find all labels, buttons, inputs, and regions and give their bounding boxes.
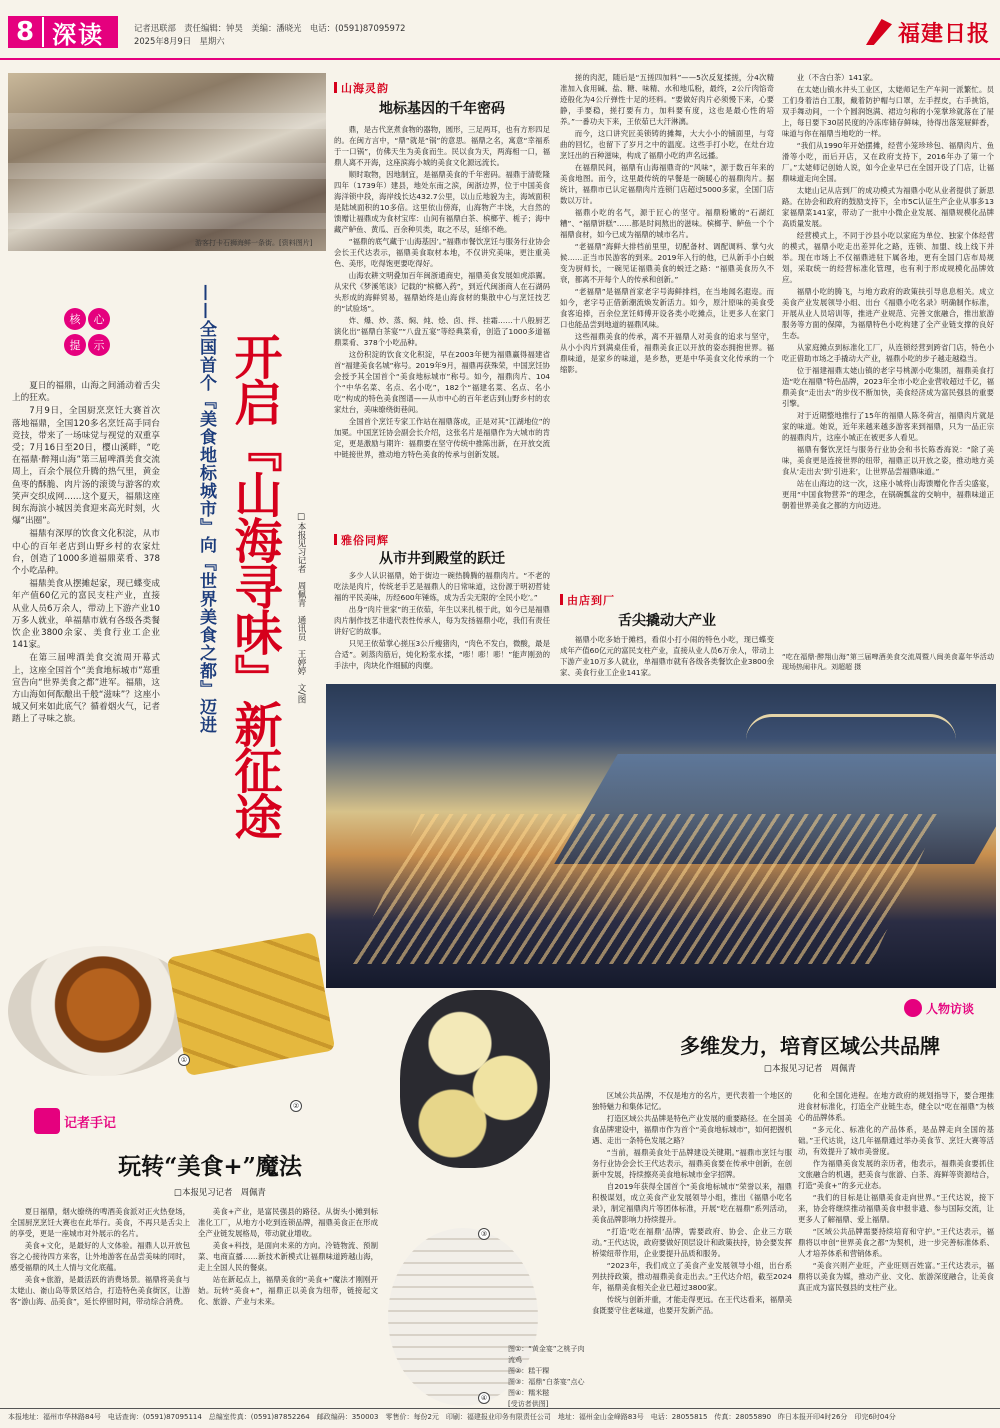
section3-body bbox=[560, 634, 774, 682]
paragraph: 化和全国化进程。在地方政府的规划指导下，要合理推进食材标准化，打造全产业链生态，健全以“吃在福鼎”为核心的品牌体系。 bbox=[798, 1091, 994, 1122]
paragraph: 经营模式上，不同于沙县小吃以家庭为单位、独家个体经营的模式，福鼎小吃走出差异化之路，连锁、加盟、线上线下并举。现在市场上不仅福鼎进驻下属各地，更有全国门店布局规划，采取统一的经营标准化管理，也有利于形成规模化品牌效应。 bbox=[782, 231, 994, 284]
paragraph: 作为福鼎美食发展的亲历者，他表示，福鼎美食要抓住文旅融合的机遇，把美食与旅游、白茶、海鲜等资源结合，打造“美食+”的多元业态。 bbox=[798, 1159, 994, 1190]
paragraph: “我们从1990年开始摆摊，经营小笼珍珍包、福鼎肉片、鱼滑等小吃，而后开店，又在政府支持下，2016年办了第一个厂。”太姥师记创始人说，如今企业早已在全国开设了门店，让福鼎味道走向全国。 bbox=[782, 141, 994, 183]
masthead-info bbox=[134, 22, 494, 48]
page-number: 8 bbox=[8, 17, 44, 47]
paragraph: “区域公共品牌需要持续培育和守护。”王代达表示，福鼎将以申创“世界美食之都”为契机，进一步完善标准体系、人才培养体系和营销体系。 bbox=[798, 1227, 994, 1258]
paragraph: 在太姥山镇水井头工业区，太姥师记生产车间一派繁忙。员工们身着洁白工服，戴着防护帽与口罩，左手捏皮，右手挑馅，双手舞动间，一个个圆润饱满、裙边匀称的小笼掌珍就落在了屉上，每日要下30居民度的冷冻库储存鲜味，待得出落笼屉鲜香，味道与你在福鼎当地吃的一样。 bbox=[782, 85, 994, 138]
section2-body bbox=[334, 570, 550, 680]
header-rule bbox=[0, 58, 1000, 60]
paragraph: 在福鼎民间，福鼎有山海福鼎奇的“风味”，源于数百年来的美食地图。而今，这里最传统的早餐是一碗暖心的福鼎肉片。据统计，福鼎市已认定福鼎肉片连锁门店超过5000多家，全国门店数以万计。 bbox=[560, 163, 774, 205]
paragraph: “我们的目标是让福鼎美食走向世界。”王代达说，接下来，协会将继续推动福鼎美食申报非遗、参与国际交流，让更多人了解福鼎、爱上福鼎。 bbox=[798, 1193, 994, 1224]
core-tip-badge bbox=[64, 308, 112, 364]
footer-rule bbox=[0, 1408, 1000, 1409]
paragraph: 福鼎有餐饮烹饪与服务行业协会和书长陈香海说：“除了美味，美食更是连接世界的纽带，福鼎正以开放之姿，推动地方美食从‘走出去’到‘引进来’，让世界品尝福鼎味道。” bbox=[782, 445, 994, 476]
lead-summary bbox=[12, 380, 160, 860]
photo-night-festival bbox=[326, 684, 996, 988]
paragraph: 美食+科技，是面向未来的方向。冷链物流、预制菜、电商直播……新技术新模式让福鼎味道跨越山海，走上全国人民的餐桌。 bbox=[198, 1241, 378, 1272]
notes-byline: □本报见习记者 周佩青 bbox=[174, 1187, 266, 1197]
section1-body bbox=[334, 124, 550, 530]
photo-caption: 图④：糯米糍 bbox=[508, 1389, 550, 1397]
photo-number: ③ bbox=[478, 1228, 490, 1240]
photo-caption: [受访者供图] bbox=[508, 1400, 549, 1408]
photo-captions bbox=[508, 1344, 588, 1410]
paragraph: 站在新起点上，福鼎美食的“美食+”魔法才刚刚开始。玩转“美食+”，福鼎正以美食为纽带，链接起文化、旅游、产业与未来。 bbox=[198, 1275, 378, 1306]
core-tip-char: 示 bbox=[88, 334, 110, 356]
paragraph: “老福鼎”是福鼎首家老字号海鲜排档，在当地闻名遐迩。而如今，老字号正借新潮流焕发新活力。如今，原汁原味的美食受食客追捧，百余位烹饪师傅开设各类小吃摊点，让更多人在家门口也能品尝到地道的福鼎风味。 bbox=[560, 287, 774, 329]
headline-byline: □本报见习记者 周佩青 通讯员 王婷婷 文/图 bbox=[296, 512, 306, 704]
paragraph: 打造区域公共品牌是特色产业发展的重要路径。在全国美食品牌建设中，福鼎市作为首个“美食地标城市”，如何把握机遇、走出一条特色发展之路？ bbox=[592, 1114, 792, 1145]
photo-caption: “吃在福鼎·醉翔山海”第三届啤酒美食交流周暨八闽美食嘉年华活动现场热闹非凡。刘超超 摄 bbox=[782, 653, 994, 671]
section-tag: 山海灵韵 bbox=[334, 80, 389, 96]
core-tip-char: 提 bbox=[64, 334, 86, 356]
paragraph: 业（不含白茶）141家。 bbox=[796, 73, 878, 82]
footer-info: 本报地址：福州市华林路84号 电话查询：(0591)87095114 总编室传真：(0591)87852264 邮政编码：350003 零售价：每份2元 印刷：福建报业印务有限责任公司 地址：福州金山金峰路83号 电话：28055815 传真：28055890 昨日本报开印4时26分 印完6时04分 bbox=[8, 1413, 896, 1421]
notes-title: 玩转“美食+”魔法 bbox=[118, 1153, 302, 1180]
paragraph: 美食+旅游，是最活跃的消费场景。福鼎将美食与太姥山、嵛山岛等景区结合，打造特色美食街区，让游客“游山海、品美食”，延长停留时间，带动综合消费。 bbox=[10, 1275, 190, 1306]
page-number-badge bbox=[8, 16, 118, 48]
paragraph: 福鼎小吃多始于摊档，看似小打小闹的特色小吃，现已蝶变成年产值60亿元的富民支柱产业，直接从业人员6万余人，带动上下游产业10万多人就业，单福鼎市就有各级各类餐饮企业3800余家、美食行业工企业141家。 bbox=[560, 635, 774, 677]
photo-caption: 图②：糕干粿 bbox=[508, 1367, 550, 1375]
interview-title: 多维发力，培育区域公共品牌 bbox=[680, 1034, 940, 1058]
paragraph: 美食+产业，是富民强县的路径。从街头小摊到标准化工厂，从地方小吃到连锁品牌，福鼎美食正在形成全产业链发展格局，带动就业增收。 bbox=[198, 1207, 378, 1238]
paragraph: 区域公共品牌，不仅是地方的名片，更代表着一个地区的独特魅力和集体记忆。 bbox=[592, 1091, 792, 1111]
logo-text: 福建日报 bbox=[897, 20, 990, 47]
issue-date: 2025年8月9日 星期六 bbox=[134, 36, 225, 46]
paragraph: 搓的肉泥，随后是“五搓四加料”——5次反复揉搓，分4次精准加入食用碱、盐、糖、味精、水和地瓜粉，最终，2公斤肉馅奇迹般化为4公斤弹性十足的坯料。“要做好肉片必须慢下来，心要静，手要稳，搓打要有力，加料要有度，这也是最心性的培养。”一番功夫下来，王依茹已大汗淋漓。 bbox=[560, 73, 774, 126]
logo-mark-icon bbox=[866, 19, 892, 45]
paragraph: “打造‘吃在福鼎’品牌，需要政府、协会、企业三方联动。”王代达说，政府要做好顶层设计和政策扶持，协会要发挥桥梁纽带作用，企业要提升品质和服务。 bbox=[592, 1227, 792, 1258]
paragraph: “福鼎的底气藏于‘山海基因’。”福鼎市餐饮烹饪与服务行业协会会长王代达表示，福鼎美食取材本地，不仅讲究美味，更注重美色、美形，吃得饱更要吃得好。 bbox=[334, 237, 550, 268]
section-title: 地标基因的千年密码 bbox=[379, 101, 505, 117]
paragraph: 只见王依茹掌心搓压3公斤瘦猪肉，“肉色不发白，微酸，最是合适”。剁蒸肉筋后，炖化粉浆水揉，“嘭！嘭！嘭！”能声刚劲的手法中，肉块化作细腻的肉糜。 bbox=[334, 639, 550, 670]
newspaper-logo bbox=[860, 14, 990, 50]
reporter-notes-tag bbox=[34, 1108, 134, 1134]
paragraph: 传统与创新并重，才能走得更远。在王代达看来，福鼎美食既要守住老味道，也要开发新产品。 bbox=[592, 1295, 792, 1315]
column-continued bbox=[782, 72, 994, 648]
paragraph: 顺时取物，因地制宜，是福鼎美食的千年密码。福鼎于清乾隆四年（1739年）建县，地处东南之滨，闽浙边界，位于中国美食海洋锁中段，海岸线长达432.7公里，以山丘地貌为主，海域面积是陆域面积的10多倍。这里依山傍海，山海物产丰饶，大自然的馈赠让福鼎成为食材宝库：山间有福鼎白茶、槟榔芋、栀子；海中藏产鲈鱼、黄瓜、百余种贝类，取之不尽，延绵不绝。 bbox=[334, 170, 550, 234]
section-tag: 由店到厂 bbox=[560, 592, 615, 608]
interview-byline: □本报见习记者 周佩青 bbox=[764, 1063, 856, 1073]
paragraph: 山海农耕文明叠加百年闽浙通商史，福鼎美食发展如虎添翼。从宋代《梦溪笔谈》记载的“槟榔入药”，到近代闽浙商人在石湖码头形成的海鲜贸易，福鼎始终是山海食材的集散中心与烹饪技艺的“试验场”。 bbox=[334, 271, 550, 313]
paragraph: “美食兴则产业旺，产业旺则百姓富。”王代达表示，福鼎将以美食为媒，推动产业、文化、旅游深度融合，让美食真正成为富民强县的支柱产业。 bbox=[798, 1261, 994, 1292]
photo-caption: 图③：福鼎“白茶宴”点心 bbox=[508, 1378, 585, 1386]
lead-paragraph: 在第三届啤酒美食交流周开幕式上，这座全国首个“美食地标城市”郑重宣告向“世界美食之都”进军。福鼎，这方山海如何酝酿出千般“滋味”？这座小城又何来如此底气？循着烟火气，记者踏上了寻味之旅。 bbox=[12, 653, 160, 725]
paragraph: 站在山海边的这一次，这座小城将山海馈赠化作舌尖盛宴，更用“中国食物营养”的理念，在锅碗瓢盆的交响中，福鼎味道正朝着世界美食之都的方向迈进。 bbox=[782, 479, 994, 510]
paragraph: 这份积淀的饮食文化积淀，早在2003年便为福鼎赢得福建省首“福建美食名城”称号。2019年9月，福鼎再获殊荣，中国烹饪协会授予其全国首个“美食地标城市”称号。如今，福鼎肉片、104个“中华名菜、名点、名小吃”，182个“福建名菜、名点、名小吃”构成的特色美食图谱——从市中心的百年老店到山野乡村的农家灶台，美味缭绕街巷间。 bbox=[334, 350, 550, 414]
paragraph: 太姥山记从店到厂的成功模式为福鼎小吃从业者提供了新思路。在协会和政府的鼓励支持下，全市5C认证生产企业从事多13家福鼎菜141家，带动了一批中小微企业发展、福鼎规模化品牌高质量发展。 bbox=[782, 186, 994, 228]
interview-column bbox=[798, 1090, 994, 1404]
core-tip-char: 核 bbox=[64, 308, 86, 330]
paragraph: 多少人认识福鼎，始于街边一碗热腾腾的福鼎肉片。“不老的吃法是肉片，传统老手艺是福鼎人的日常味道，这份源于明初哲徒福的平民美味，历经600年锤炼，成为舌尖无限的‘全民小吃’。” bbox=[334, 571, 550, 602]
photo-number: ④ bbox=[478, 1392, 490, 1404]
paragraph: 夏日福鼎，烟火缭绕的啤酒美食派对正火热登场，全国厨烹烹饪大赛也在此举行。美食，不再只是舌尖上的享受，更是一座城市对外展示的名片。 bbox=[10, 1207, 190, 1238]
paragraph: 炸、爆、炒、蒸、焖、炖、烩、卤、拌、挂霜……十八般厨艺演化出“福鼎白茶宴”“八盘五宴”等经典菜肴，创造了1000多道福鼎菜肴、378个小吃品种。 bbox=[334, 316, 550, 347]
photo-food-dimsum bbox=[400, 990, 550, 1168]
paragraph: 出身“肉片世家”的王依茹，年生以来扎根于此，如今已是福鼎肉片制作技艺非遗代表性传承人，每为发扬福鼎小吃，我们有责任讲好它的故事。 bbox=[334, 605, 550, 636]
photo-caption: 游客打卡石狮海鲜一条街。[资料图片] bbox=[195, 239, 313, 247]
lead-paragraph: 福鼎美食从摆摊起家，现已蝶变成年产值60亿元的富民支柱产业，直接从业人员6万余人，带动上下游产业10万多人就业，单福鼎市就有各级各类餐饮企业3800余家、美食行业工企业141家。 bbox=[12, 579, 160, 651]
headline-subtitle: ——全国首个『美食地标城市』向『世界美食之都』迈进 bbox=[196, 284, 216, 734]
interview-tag-label: 人物访谈 bbox=[926, 1002, 975, 1016]
lead-paragraph: 福鼎有深厚的饮食文化积淀，从市中心的百年老店到山野乡村的农家灶台，创造了1000多道福鼎菜肴、378个小吃品种。 bbox=[12, 529, 160, 577]
section-title: 从市井到殿堂的跃迁 bbox=[379, 551, 505, 567]
paragraph: 福鼎小吃的名气，源于匠心的坚守。福鼎粉嫩的“石湖红糟”、“福鼎饼糕”……都是时间熬出的滋味。槟榔芋、鲈鱼一个个福鼎食材，如今已成为福鼎的城市名片。 bbox=[560, 208, 774, 239]
section-tag: 雅俗同辉 bbox=[334, 532, 389, 548]
paragraph: 福鼎小吃的腾飞，与地方政府的政策扶引导息息相关。成立美食产业发展领导小组、出台《福鼎小吃名录》明确制作标准，开展从业人员培训等，推进产业规范、完善文旅融合，推出旅游服务等方面的保障，为福鼎特色小吃构建了全产业链支撑的良好生态。 bbox=[782, 287, 994, 340]
column-continued bbox=[560, 72, 774, 584]
lead-paragraph: 夏日的福鼎，山海之间涌动着舌尖上的狂欢。 bbox=[12, 381, 160, 404]
section-name: 深读 bbox=[52, 20, 105, 49]
paragraph: 自2019年获得全国首个“美食地标城市”荣誉以来，福鼎积极谋划，成立美食产业发展领导小组，推出《福鼎小吃名录》，制定福鼎肉片等团体标准，开展“吃在福鼎”系列活动，美食品牌影响力持续提升。 bbox=[592, 1182, 792, 1224]
paragraph: 鼎，是古代烹煮食物的器物，圆形，三足两耳，也有方形四足的。在闽方言中，“鼎”就是“锅”的意思。福鼎之名，寓意“幸福系于一口锅”，仿佛天生为美食而生。民以食为天，两海相一口，福鼎人离不开海，这座滨海小城的美食文化源远流长。 bbox=[334, 125, 550, 167]
paragraph: “老福鼎”海鲜大排档前里里，切配备材、调配调料、掌勺火候……正当市民游客的到来。2019年入行的他，已从新手小白蜕变为厨师长，一碗见证福鼎美食的蜕迁之路：“福鼎美食历久不衰，都离不开每个人的传承和创新。” bbox=[560, 242, 774, 284]
photo-seafood-street bbox=[8, 73, 326, 251]
paragraph: “多元化、标准化的产品体系，是品牌走向全国的基础。”王代达说，这几年福鼎通过举办美食节、烹饪大赛等活动，有效提升了城市美誉度。 bbox=[798, 1125, 994, 1156]
photo-number: ② bbox=[290, 1100, 302, 1112]
notes-column bbox=[198, 1206, 378, 1404]
paragraph: 全国首个烹饪专家工作站在福鼎落成，正是对其“江湖地位”的加冕。中国烹饪协会副会长介绍，这张名片是福鼎作为大城市的肯定，更是激励与期许：福鼎要在坚守传统中推陈出新，在开放交流中链接世界，推动地方特色美食的传承与创新发展。 bbox=[334, 417, 550, 459]
paragraph: 美食+文化，是最好的人文体验。福鼎人以开放包容之心接待四方来客，让外地游客在品尝美味的同时，感受福鼎的风土人情与文化底蕴。 bbox=[10, 1241, 190, 1272]
pen-icon bbox=[34, 1108, 60, 1134]
notes-column bbox=[10, 1206, 190, 1404]
interview-tag bbox=[904, 998, 996, 1018]
paragraph: 而今，这口讲究匠美锁铸的摊舞，大大小小的铺面里，与弯曲的回忆，也留下了岁月之中的温度。这些手打小吃，在灶台边烹饪出的百种滋味，构成了福鼎小吃的声名远播。 bbox=[560, 129, 774, 160]
paragraph: 从家庭摊点到标准化工厂，从连锁经营到跨省门店，特色小吃正借助市场之手撬动大产业，福鼎小吃的步子越走越稳当。 bbox=[782, 343, 994, 363]
photo-number: ① bbox=[178, 1054, 190, 1066]
editor-credits: 记者迅联部 责任编辑：钟昊 美编：潘晓光 电话：(0591)87095972 bbox=[134, 23, 406, 33]
paragraph: “当前，福鼎美食处于品牌建设关键期。”福鼎市烹饪与服务行业协会会长王代达表示，福鼎美食要在传承中创新，在创新中发展，持续擦亮美食地标城市金字招牌。 bbox=[592, 1148, 792, 1179]
notes-tag-label: 记者手记 bbox=[64, 1116, 117, 1131]
photo-food-cake bbox=[167, 932, 336, 1076]
person-icon bbox=[904, 999, 922, 1017]
headline-main: 开启『山海寻味』新征途 bbox=[226, 332, 282, 838]
photo-caption: 图①：“黄金宴”之桃子肉流鸡 bbox=[508, 1345, 585, 1364]
paragraph: 这些福鼎美食的传承，离不开福鼎人对美食的追求与坚守，从小小肉片到满桌佳肴，福鼎美食正以开放的姿态拥抱世界。福鼎味道，是家乡的味道，是乡愁，更是中华美食文化传承的一个缩影。 bbox=[560, 332, 774, 374]
section-title: 舌尖撬动大产业 bbox=[618, 613, 716, 629]
paragraph: “2023年，我们成立了美食产业发展领导小组，出台系列扶持政策，推动福鼎美食走出去。”王代达介绍，截至2024年，福鼎美食相关企业已超过3800家。 bbox=[592, 1261, 792, 1292]
core-tip-char: 心 bbox=[88, 308, 110, 330]
paragraph: 对于近期整地推行了15年的福鼎人陈冬荷言，福鼎肉片就是家的味道。她说，近年来越来越多游客来到福鼎，只为一品正宗的福鼎肉片，这座小城正在被更多人看见。 bbox=[782, 411, 994, 442]
interview-column bbox=[592, 1090, 792, 1404]
paragraph: 位于福建福鼎太姥山镇的老字号桃源小吃集团，福鼎美食打造“吃在福鼎”特色品牌，2023年全市小吃企业营收超过千亿，福鼎美食“走出去”的步伐不断加快，美食经济成为富民强县的重要引擎。 bbox=[782, 366, 994, 408]
lead-paragraph: 7月9日，全国厨烹烹饪大赛首次落地福鼎，全国120多名烹饪高手同台竞技，带来了一场味觉与视觉的双重享受；7月16日至20日，樱山溪畔，“吃在福鼎·醉翔山海”第三届啤酒美食交流周上，百余个展位升腾的热气里，黄金鱼枣的酥脆、肉片汤的滚烫与游客的欢笑声交织成网……这个夏天，福鼎这座闽东海滨小城因美食迎来高光时刻，火爆“出圈”。 bbox=[12, 406, 160, 527]
